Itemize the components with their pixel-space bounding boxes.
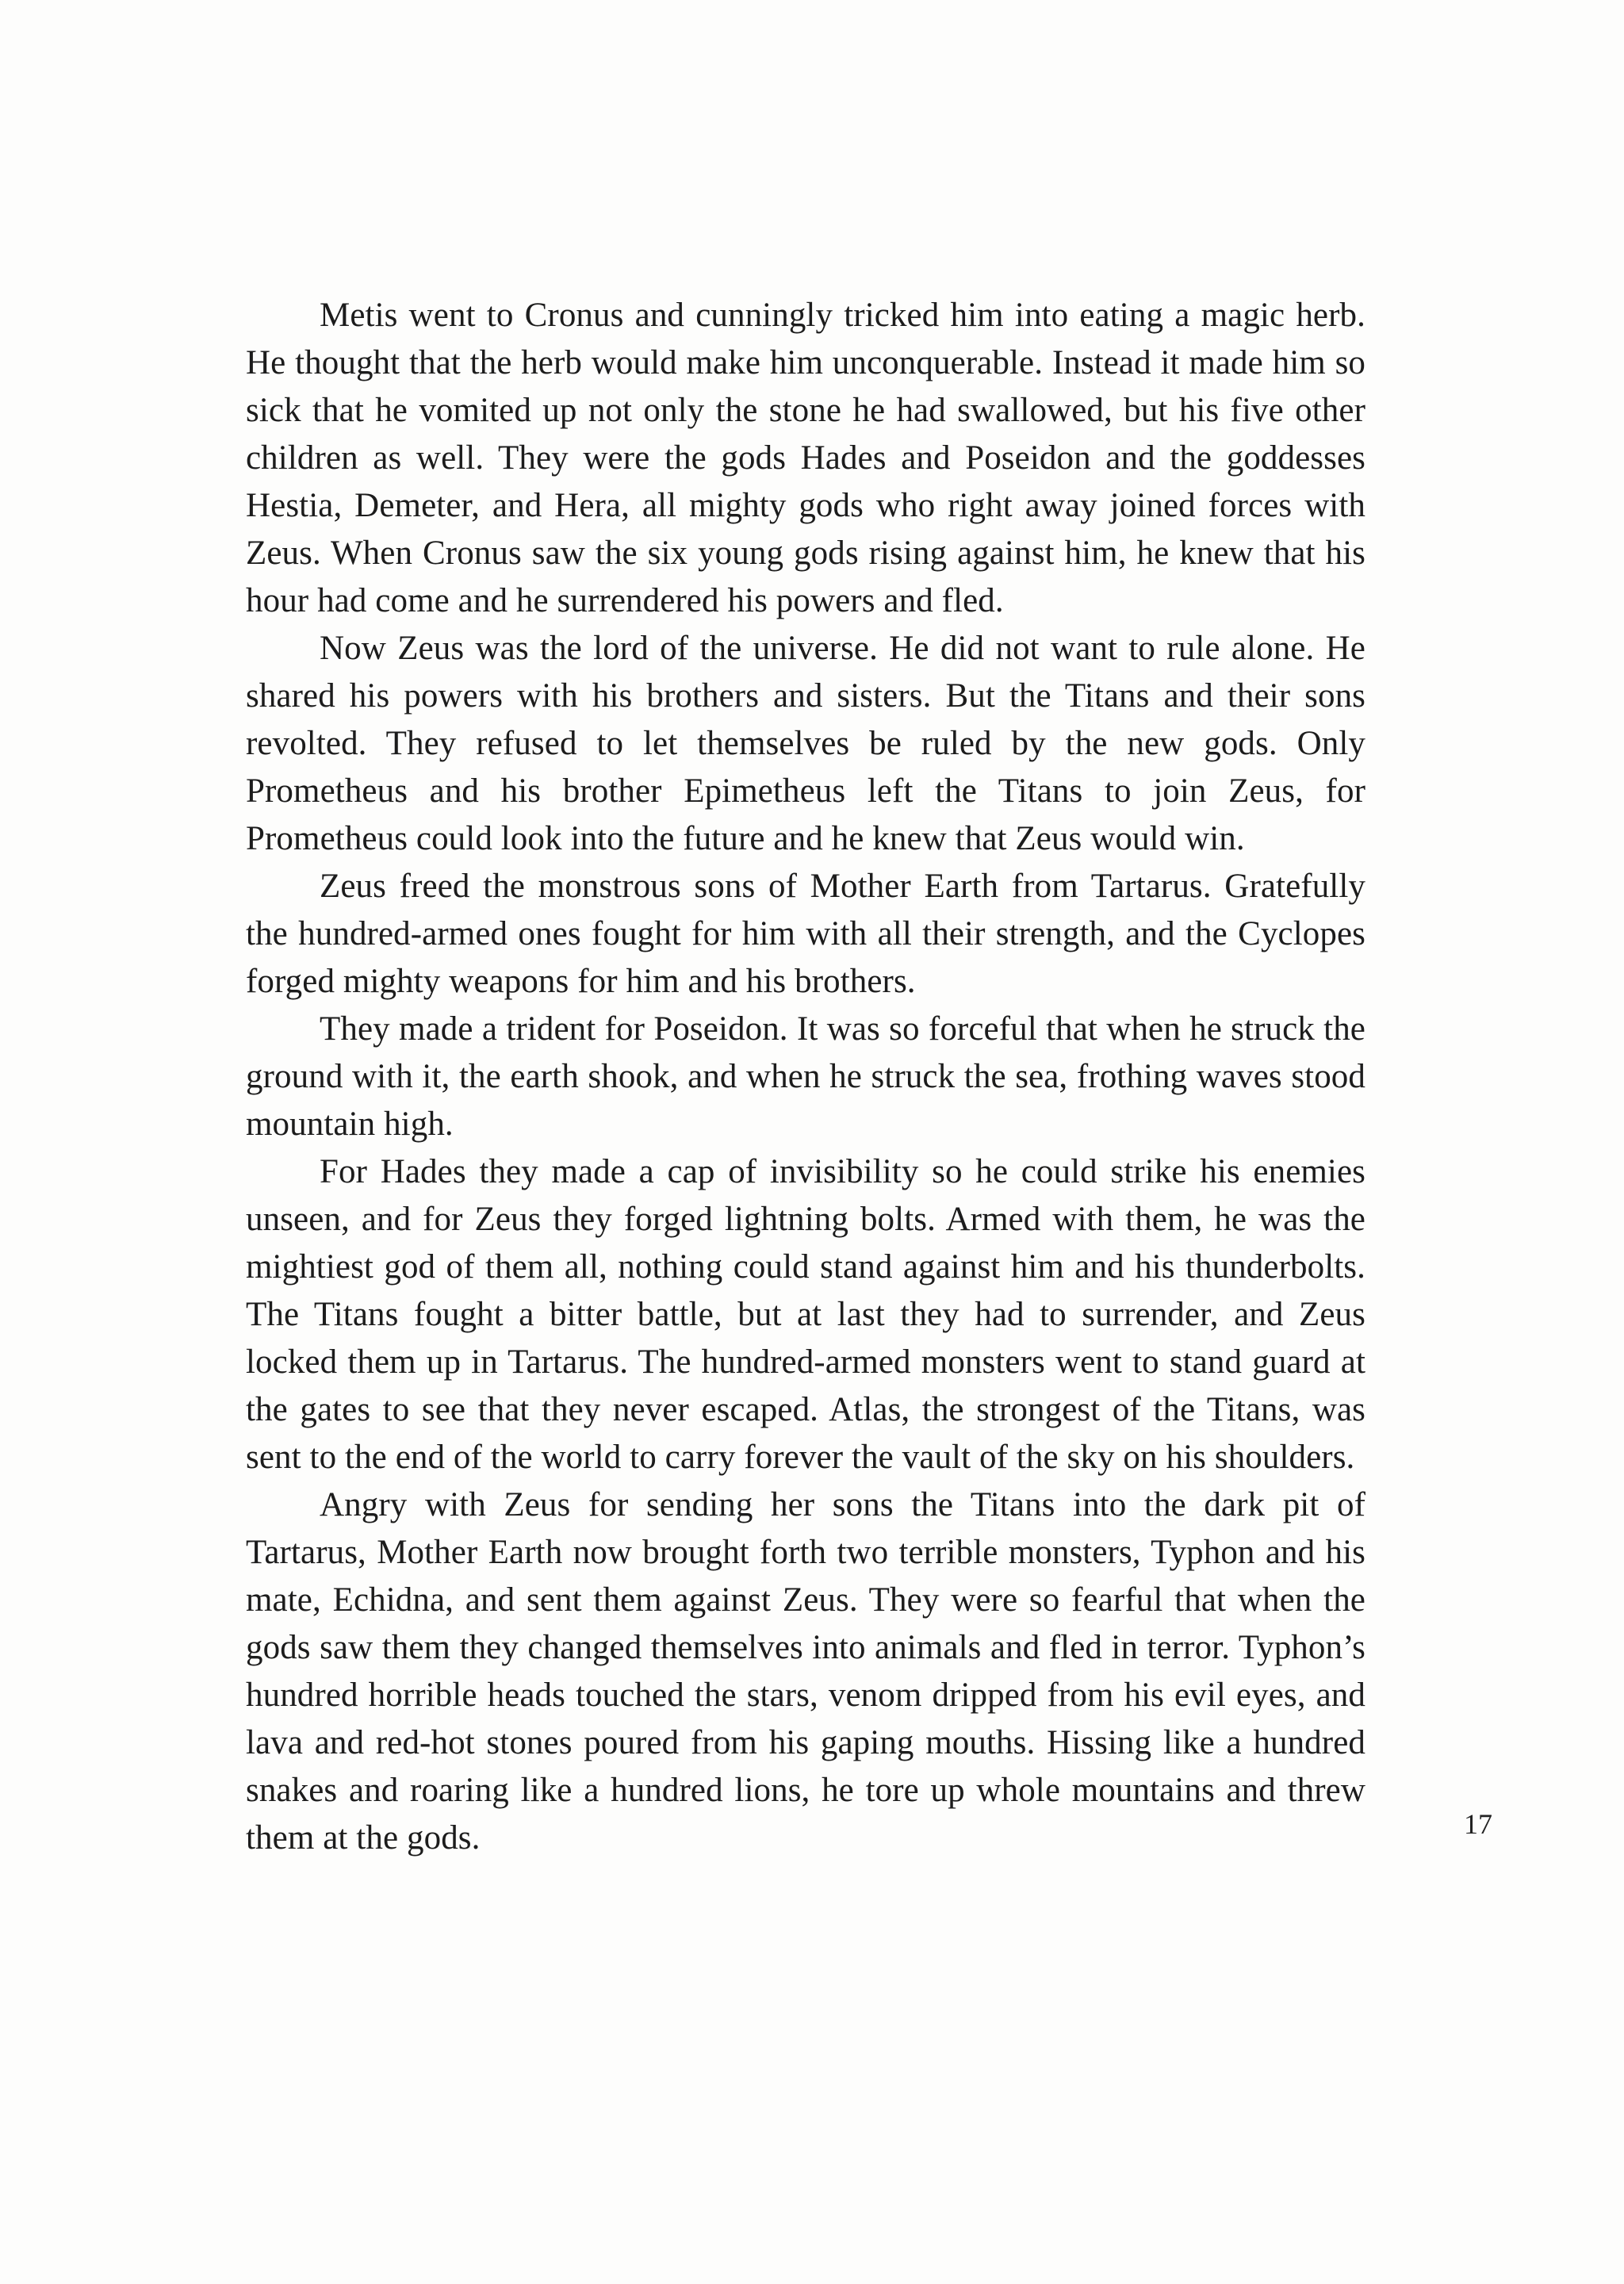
paragraph-tartarus-freed: Zeus freed the monstrous sons of Mother Earth from Tartarus. Gratefully the hundred-armed ones fought for him with all their strength, and the Cyclopes forged mighty weapons for him and his brothers. [246,868,1365,1000]
paragraph-zeus-lord: Now Zeus was the lord of the universe. He did not want to rule alone. He shared his powers with his brothers and sisters. But the Titans and their sons revolted. They refused to let themselves be ruled by the new gods. Only Prometheus and his brother Epimetheus left the Titans to join Zeus, for Prometheus could look into the future and he knew that Zeus would win. [246,630,1365,857]
paragraph-hades-cap: For Hades they made a cap of invisibility so he could strike his enemies unseen, and for Zeus they forged lightning bolts. Armed with them, he was the mightiest god of them all, nothing could stand against him and his thunderbolts. The Titans fought a bitter battle, but at last they had to surrender, and Zeus locked them up in Tartarus. The hundred-armed monsters went to stand guard at the gates to see that they never escaped. Atlas, the strongest of the Titans, was sent to the end of the world to carry forever the vault of the sky on his shoulders. [246,1153,1365,1476]
paragraph-metis: Metis went to Cronus and cunningly tricked him into eating a magic herb. He thought that the herb would make him unconquerable. Instead it made him so sick that he vomited up not only the stone he had swallowed, but his five other children as well. They were the gods Hades and Poseidon and the goddesses Hestia, Demeter, and Hera, all mighty gods who right away joined forces with Zeus. When Cronus saw the six young gods rising against him, he knew that his hour had come and he surrendered his powers and fled. [246,297,1365,619]
page-number: 17 [1464,1808,1492,1840]
paragraph-typhon: Angry with Zeus for sending her sons the Titans into the dark pit of Tartarus, Mother Earth now brought forth two terrible monsters, Typhon and his mate, Echidna, and sent them against Zeus. They were so fearful that when the gods saw them they changed themselves into animals and fled in terror. Typhon’s hundred horrible heads touched the stars, venom dripped from his evil eyes, and lava and red-hot stones poured from his gaping mouths. Hissing like a hundred snakes and roaring like a hundred lions, he tore up whole mountains and threw them at the gods. [246,1486,1365,1857]
body-text [246,292,1365,1862]
paragraph-trident: They made a trident for Poseidon. It was so forceful that when he struck the ground with it, the earth shook, and when he struck the sea, frothing waves stood mountain high. [246,1010,1365,1143]
